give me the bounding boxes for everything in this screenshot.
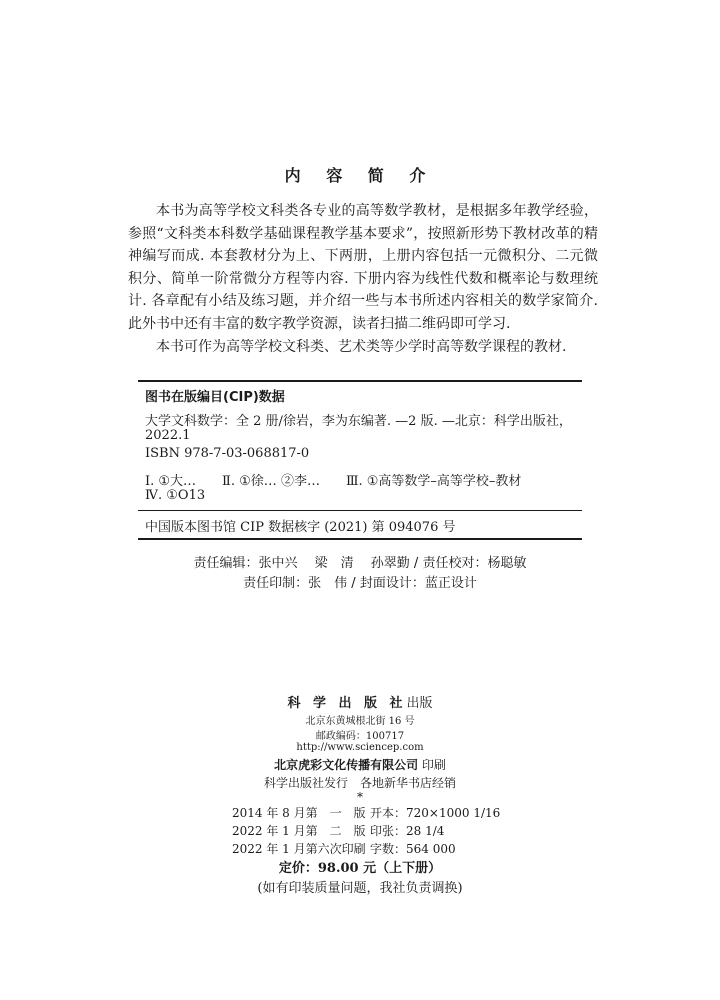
edition-right: 字数：564 000 <box>370 842 456 856</box>
quality-notice: (如有印装质量问题，我社负责调换) <box>257 881 463 896</box>
cip-top-rule <box>138 380 582 382</box>
separator-star: * <box>357 790 363 804</box>
page-title: 内 容 简 介 <box>284 166 436 185</box>
edition-right: 开本：720×1000 1/16 <box>370 806 501 820</box>
edition-left: 2022 年 1 月第六次印刷 <box>232 842 366 856</box>
cip-record: 中国版本图书馆 CIP 数据核字 (2021) 第 094076 号 <box>145 520 456 535</box>
editors-line-2: 责任印制：张 伟 / 封面设计：蓝正设计 <box>243 576 477 591</box>
edition-left: 2014 年 8 月第 一 版 <box>232 806 366 820</box>
printer-line <box>0 756 720 773</box>
editors-line: 责任编辑：张中兴 梁 清 孙翠勤 / 责任校对：杨聪敏 <box>193 556 527 571</box>
printer-suffix: 印刷 <box>421 758 446 772</box>
publisher-url: http://www.sciencep.com <box>296 742 424 753</box>
publisher-logo-text: 科 学 出 版 社 <box>287 696 407 711</box>
publisher-suffix: 出版 <box>406 696 433 711</box>
cip-title-line: 大学文科数学：全 2 册/徐岩，李为东编著. —2 版. —北京：科学出版社， <box>145 414 572 429</box>
cip-isbn: ISBN 978-7-03-068817-0 <box>145 446 310 461</box>
cip-year: 2022.1 <box>145 428 191 443</box>
cip-bottom-rule <box>138 538 582 540</box>
publisher-name <box>0 692 720 711</box>
cip-classification: Ⅰ. ①大… Ⅱ. ①徐… ②李… Ⅲ. ①高等数学–高等学校–教材 <box>145 474 522 489</box>
edition-right: 印张：28 1/4 <box>370 824 445 838</box>
intro-paragraph: 本书为高等学校文科类各专业的高等数学教材，是根据多年教学经验，参照“文科类本科数学基础课程教学基本要求”，按照新形势下教材改革的精神编写而成. 本套教材分为上、下两册，上册内容包括一元微积分、二元微积分、简单一阶常微分方程等内容. 下册内容为线性代数和概率论与数理统计. 各章配有小结及练习题，并介绍一些与本书所述内容相关的数学家简介. 此外书中还有丰富的数字教学资源，读者扫描二维码即可学习. <box>128 203 598 332</box>
cip-mid-rule <box>138 510 582 511</box>
price: 定价：98.00 元（上下册） <box>278 861 442 876</box>
printer-name: 北京虎彩文化传播有限公司 <box>274 758 419 772</box>
cip-heading: 图书在版编目(CIP)数据 <box>145 390 285 405</box>
distribution-line: 科学出版社发行 各地新华书店经销 <box>263 776 456 790</box>
publisher-address: 北京东黄城根北街 16 号 <box>305 716 415 727</box>
cip-classification-2: Ⅳ. ①O13 <box>145 488 206 503</box>
intro-paragraph: 本书可作为高等学校文科类、艺术类等少学时高等数学课程的教材. <box>156 338 567 355</box>
publisher-postcode: 邮政编码：100717 <box>315 731 405 742</box>
edition-left: 2022 年 1 月第 二 版 <box>232 824 366 838</box>
intro-text <box>128 200 598 358</box>
